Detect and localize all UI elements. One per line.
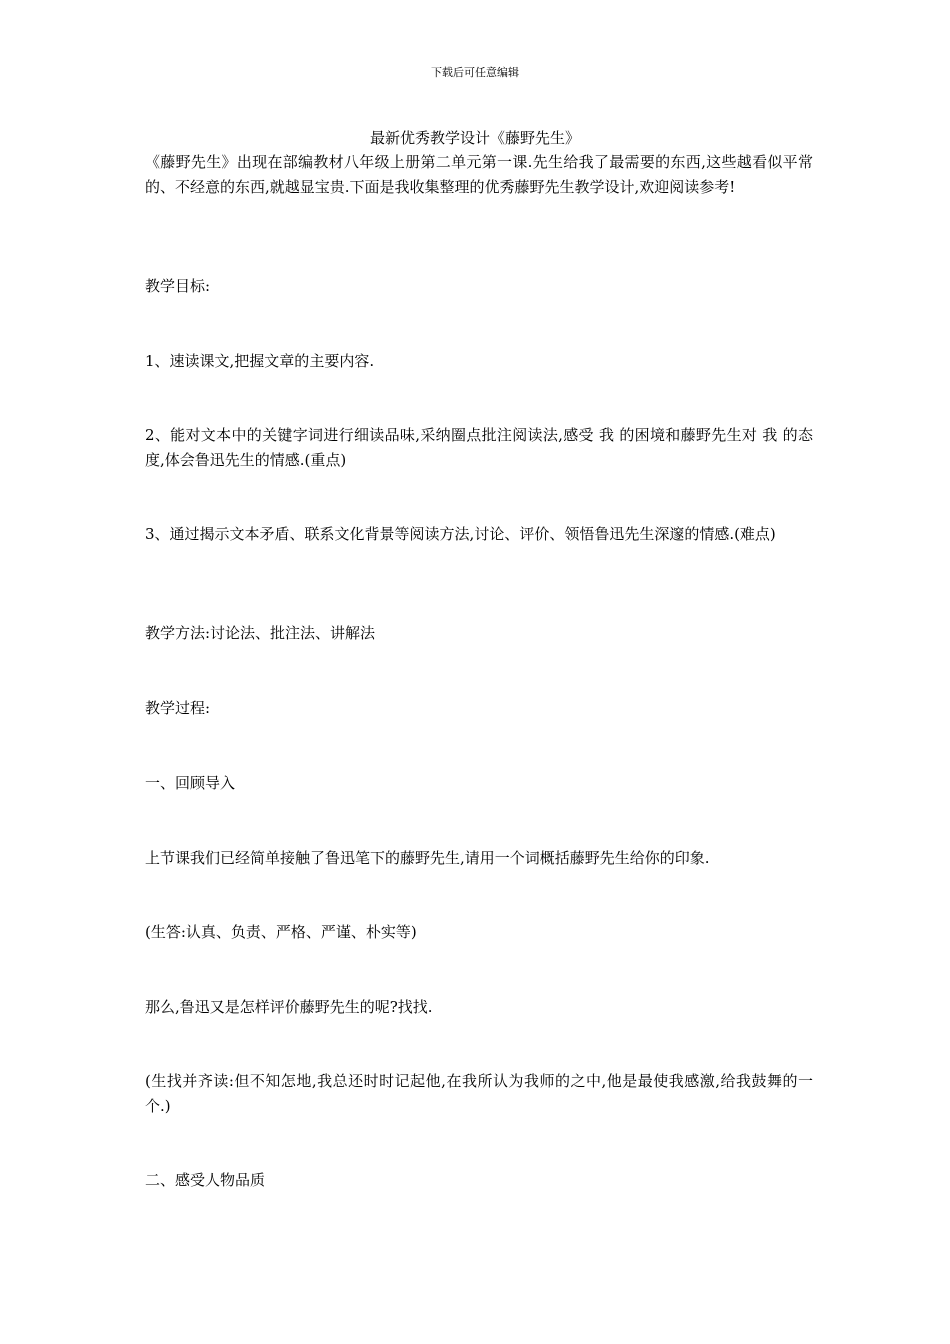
teaching-methods: 教学方法:讨论法、批注法、讲解法 (145, 624, 376, 642)
goal-item-3: 3、通过揭示文本矛盾、联系文化背景等阅读方法,讨论、评价、领悟鲁迅先生深邃的情感.(难点) (145, 525, 776, 543)
paragraph-intro-question: 上节课我们已经简单接触了鲁迅笔下的藤野先生,请用一个词概括藤野先生给你的印象. (145, 849, 710, 867)
goal-item-2: 2、能对文本中的关键字词进行细读品味,采纳圈点批注阅读法,感受 我 的困境和藤野先生对 我 的态度,体会鲁迅先生的情感.(重点) (145, 426, 813, 469)
section-heading-review: 一、回顾导入 (145, 774, 236, 792)
goal-item-1: 1、速读课文,把握文章的主要内容. (145, 352, 375, 370)
intro-paragraph: 《藤野先生》出现在部编教材八年级上册第二单元第一课.先生给我了最需要的东西,这些越看似平常的、不经意的东西,就越显宝贵.下面是我收集整理的优秀藤野先生教学设计,欢迎阅读参考! (145, 153, 813, 196)
document-title: 最新优秀教学设计《藤野先生》 (369, 129, 580, 147)
paragraph-student-reading: (生找并齐读:但不知怎地,我总还时时记起他,在我所认为我师的之中,他是最使我感激,给我鼓舞的一个.) (145, 1072, 813, 1115)
paragraph-student-answer: (生答:认真、负责、严格、严谨、朴实等) (145, 923, 417, 941)
process-heading: 教学过程: (145, 699, 211, 717)
goals-heading: 教学目标: (145, 277, 211, 295)
paragraph-follow-question: 那么,鲁迅又是怎样评价藤野先生的呢?找找. (145, 998, 433, 1016)
section-heading-character: 二、感受人物品质 (145, 1171, 266, 1189)
page-header-note: 下载后可任意编辑 (431, 66, 519, 79)
